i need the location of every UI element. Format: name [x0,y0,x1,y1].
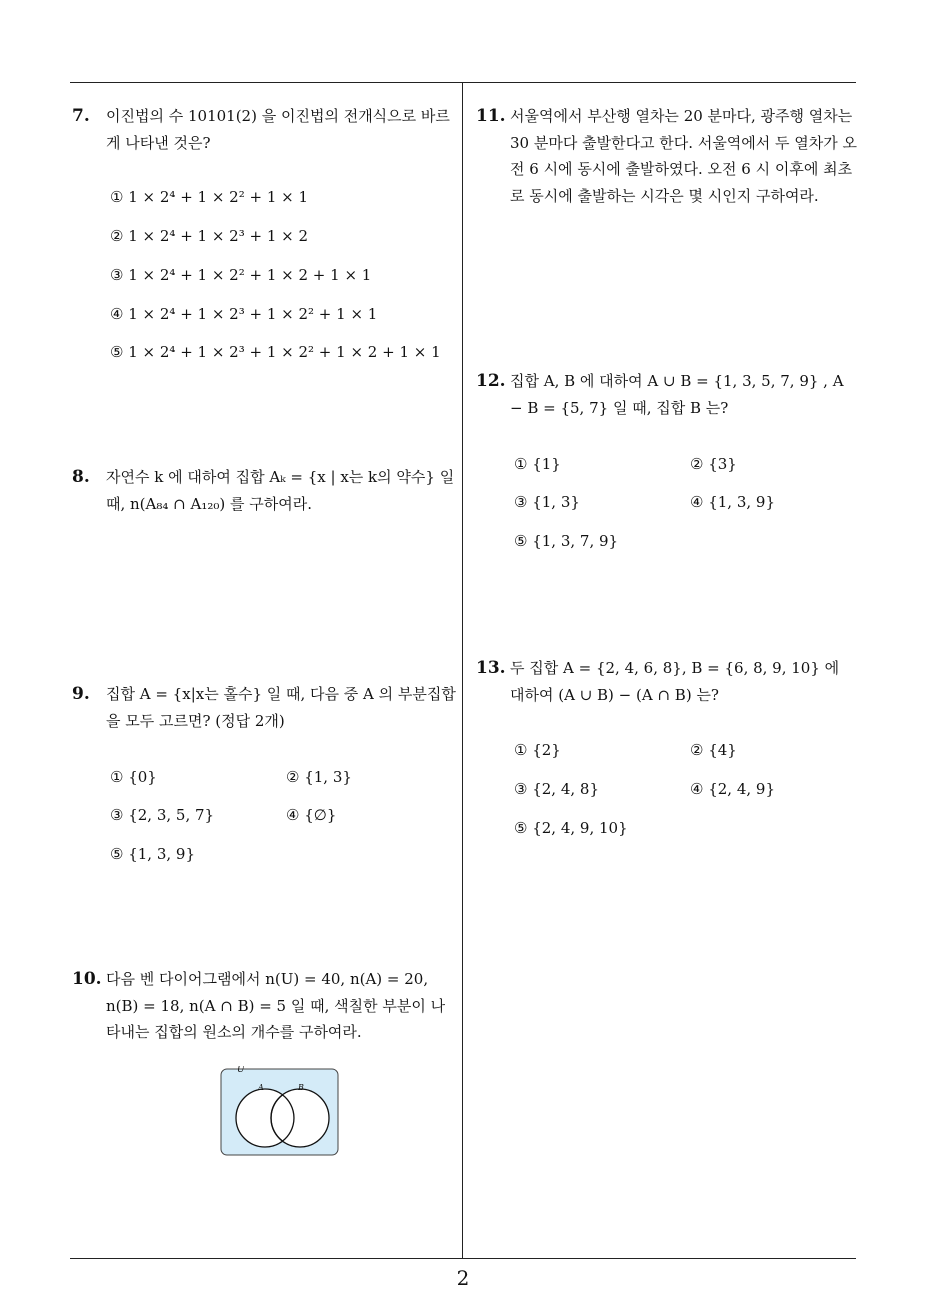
choice-9-5: ⑤ {1, 3, 9} [110,845,196,863]
set-b-label: B [298,1083,304,1092]
question-text: 집합 A, B 에 대하여 A ∪ B = {1, 3, 5, 7, 9} , A − B = {5, 7} 일 때, 집합 B 는? [510,372,844,417]
choice-9-1: ① {0} [110,768,157,786]
set-a-label: A [258,1083,264,1092]
choice-9-4: ④ {∅} [286,806,337,824]
choice-12-4: ④ {1, 3, 9} [690,493,776,511]
question-text: 이진법의 수 10101(2) 을 이진법의 전개식으로 바르게 나타낸 것은? [106,107,450,152]
question-number: 9. [72,684,90,704]
choice-12-1: ① {1} [514,455,561,473]
choice-13-1: ① {2} [514,741,561,759]
choice-13-4: ④ {2, 4, 9} [690,780,776,798]
question-number: 8. [72,467,90,487]
choice-13-5: ⑤ {2, 4, 9, 10} [514,819,628,837]
venn-diagram [220,1066,339,1157]
question-number: 13. [476,658,506,678]
question-text: 집합 A = {x|x는 홀수} 일 때, 다음 중 A 의 부분집합을 모두 고르면? (정답 2개) [106,685,456,730]
question-13 [476,655,858,708]
choice-7-2: ② 1 × 2⁴ + 1 × 2³ + 1 × 2 [110,227,309,245]
question-text: 다음 벤 다이어그램에서 n(U) = 40, n(A) = 20, n(B) = 18, n(A ∩ B) = 5 일 때, 색칠한 부분이 나타내는 집합의 원소의 개수를 구하여라. [106,970,446,1041]
question-number: 10. [72,969,102,989]
question-number: 7. [72,106,90,126]
question-11 [476,103,858,209]
choice-7-5: ⑤ 1 × 2⁴ + 1 × 2³ + 1 × 2² + 1 × 2 + 1 × 1 [110,343,441,361]
choice-13-2: ② {4} [690,741,737,759]
universe-label: U [237,1066,245,1075]
choice-9-2: ② {1, 3} [286,768,352,786]
question-number: 12. [476,371,506,391]
choice-9-3: ③ {2, 3, 5, 7} [110,806,215,824]
choice-13-3: ③ {2, 4, 8} [514,780,600,798]
question-8 [72,464,457,517]
choice-12-3: ③ {1, 3} [514,493,580,511]
question-7 [72,103,457,156]
choice-12-2: ② {3} [690,455,737,473]
question-number: 11. [476,106,506,126]
choice-12-5: ⑤ {1, 3, 7, 9} [514,532,619,550]
top-rule [70,82,856,83]
column-divider [462,83,463,1259]
bottom-rule [70,1258,856,1259]
question-10 [72,966,457,1046]
choice-7-1: ① 1 × 2⁴ + 1 × 2² + 1 × 1 [110,188,309,206]
choice-7-4: ④ 1 × 2⁴ + 1 × 2³ + 1 × 2² + 1 × 1 [110,305,378,323]
page-number: 2 [456,1266,470,1290]
question-12 [476,368,858,421]
question-text: 서울역에서 부산행 열차는 20 분마다, 광주행 열차는 30 분마다 출발한다고 한다. 서울역에서 두 열차가 오전 6 시에 동시에 출발하였다. 오전 6 시 이후에 최초로 동시에 출발하는 시각은 몇 시인지 구하여라. [510,107,858,205]
question-text: 두 집합 A = {2, 4, 6, 8}, B = {6, 8, 9, 10} 에 대하여 (A ∪ B) − (A ∩ B) 는? [510,659,840,704]
choice-7-3: ③ 1 × 2⁴ + 1 × 2² + 1 × 2 + 1 × 1 [110,266,372,284]
question-9 [72,681,457,734]
question-text: 자연수 k 에 대하여 집합 Aₖ = {x | x는 k의 약수} 일 때, n(A₈₄ ∩ A₁₂₀) 를 구하여라. [106,468,455,513]
